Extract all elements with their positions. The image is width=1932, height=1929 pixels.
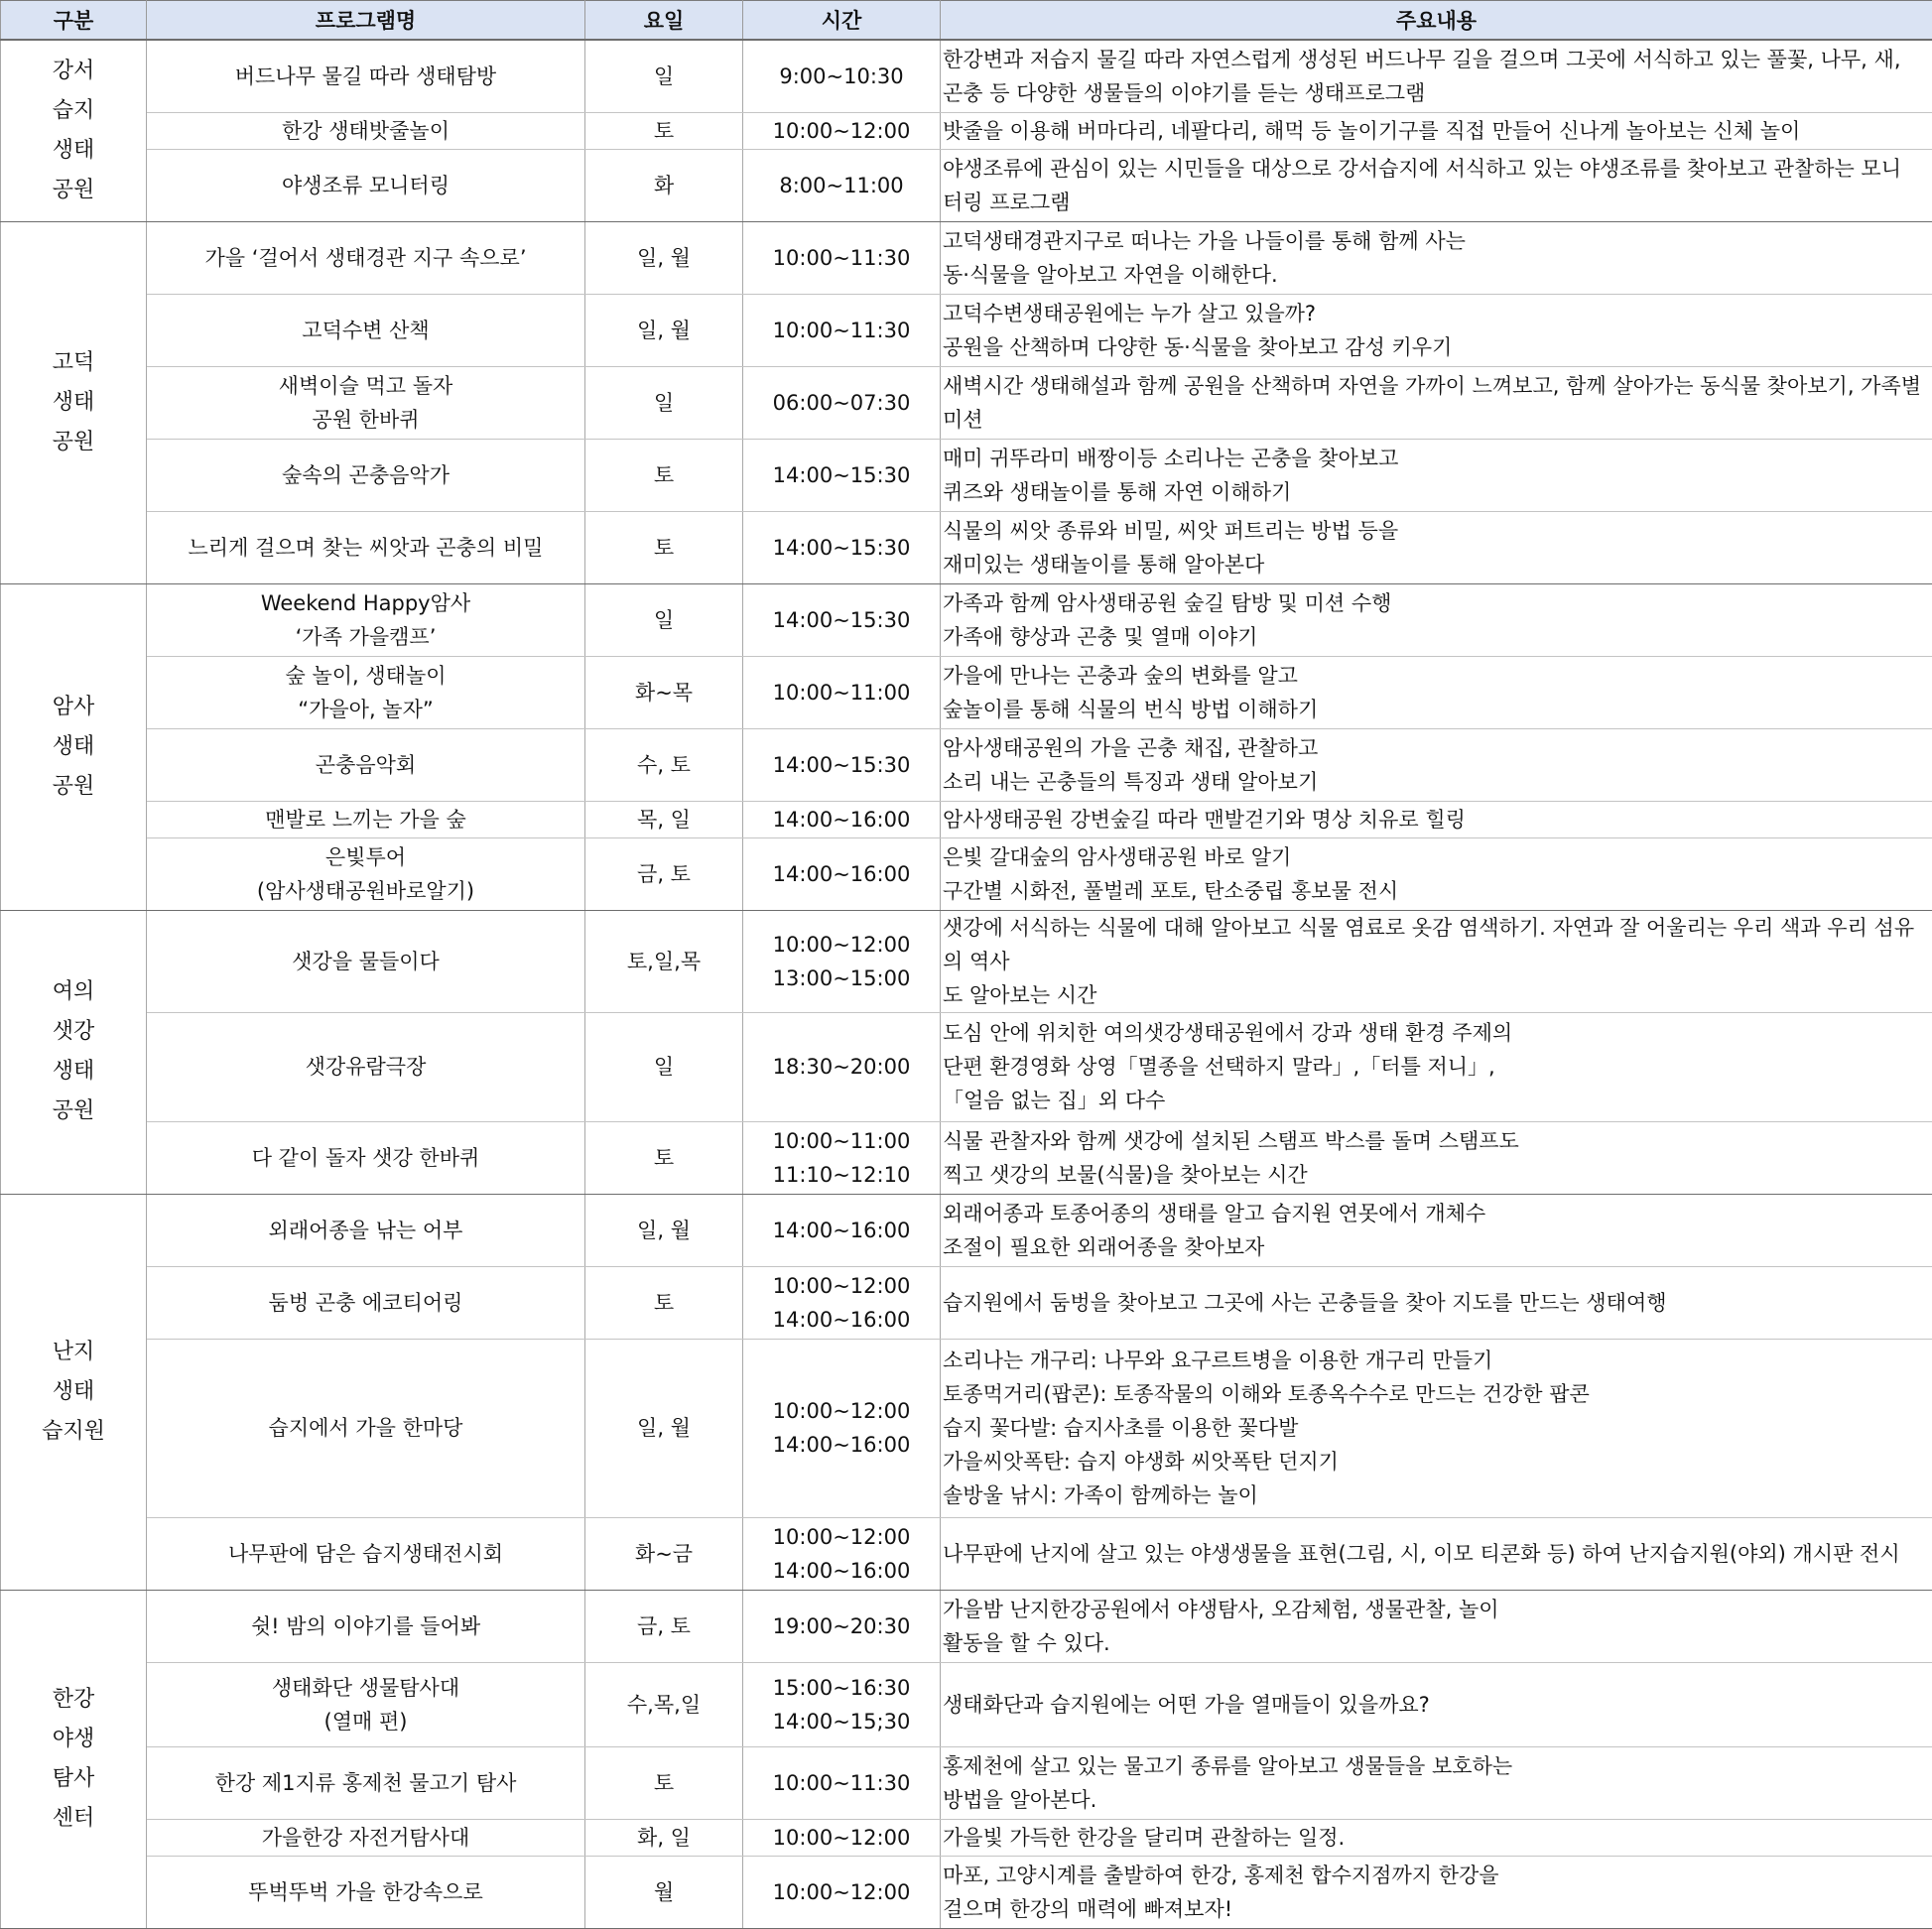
program-cell: 쉿! 밤의 이야기를 들어봐: [147, 1590, 585, 1662]
program-cell: 버드나무 물길 따라 생태탐방: [147, 40, 585, 112]
day-cell: 토: [585, 511, 743, 583]
day-cell: 일: [585, 1012, 743, 1121]
content-cell: 한강변과 저습지 물길 따라 자연스럽게 생성된 버드나무 길을 걸으며 그곳에 서식하고 있는 풀꽃, 나무, 새, 곤충 등 다양한 생물들의 이야기를 듣는 생태프로그램: [941, 40, 1932, 112]
program-cell: 고덕수변 산책: [147, 294, 585, 366]
category-cell: 암사 생태 공원: [1, 583, 147, 910]
content-cell: 도심 안에 위치한 여의샛강생태공원에서 강과 생태 환경 주제의 단편 환경영화 상영「멸종을 선택하지 말라」,「터틀 저니」, 「얼음 없는 집」외 다수: [941, 1012, 1932, 1121]
program-cell: 습지에서 가을 한마당: [147, 1339, 585, 1517]
time-cell: 06:00~07:30: [743, 366, 941, 439]
program-cell: 가을한강 자전거탐사대: [147, 1819, 585, 1856]
program-cell: 다 같이 돌자 샛강 한바퀴: [147, 1121, 585, 1194]
content-cell: 식물의 씨앗 종류와 비밀, 씨앗 퍼트리는 방법 등을 재미있는 생태놀이를 통해 알아본다: [941, 511, 1932, 583]
day-cell: 토: [585, 1746, 743, 1819]
day-cell: 일: [585, 40, 743, 112]
day-cell: 일, 월: [585, 221, 743, 294]
content-cell: 암사생태공원 강변숲길 따라 맨발걷기와 명상 치유로 힐링: [941, 801, 1932, 837]
table-row: [1, 1662, 1932, 1746]
table-row: [1, 149, 1932, 221]
table-row: [1, 583, 1932, 656]
day-cell: 토: [585, 439, 743, 511]
table-row: [1, 1856, 1932, 1928]
header-row: [1, 1, 1932, 41]
program-cell: 한강 생태밧줄놀이: [147, 112, 585, 149]
time-cell: 14:00~15:30: [743, 439, 941, 511]
content-cell: 야생조류에 관심이 있는 시민들을 대상으로 강서습지에 서식하고 있는 야생조류를 찾아보고 관찰하는 모니 터링 프로그램: [941, 149, 1932, 221]
content-cell: 홍제천에 살고 있는 물고기 종류를 알아보고 생물들을 보호하는 방법을 알아본다.: [941, 1746, 1932, 1819]
content-cell: 고덕생태경관지구로 떠나는 가을 나들이를 통해 함께 사는 동·식물을 알아보고 자연을 이해한다.: [941, 221, 1932, 294]
time-cell: 10:00~12:00 14:00~16:00: [743, 1517, 941, 1590]
day-cell: 수,목,일: [585, 1662, 743, 1746]
time-cell: 10:00~12:00 13:00~15:00: [743, 910, 941, 1012]
table-row: [1, 728, 1932, 801]
content-cell: 은빛 갈대숲의 암사생태공원 바로 알기 구간별 시화전, 풀벌레 포토, 탄소중립 홍보물 전시: [941, 837, 1932, 910]
day-cell: 일: [585, 366, 743, 439]
content-cell: 새벽시간 생태해설과 함께 공원을 산책하며 자연을 가까이 느껴보고, 함께 살아가는 동식물 찾아보기, 가족별 미션: [941, 366, 1932, 439]
day-cell: 금, 토: [585, 1590, 743, 1662]
day-cell: 목, 일: [585, 801, 743, 837]
time-cell: 10:00~12:00 14:00~16:00: [743, 1339, 941, 1517]
day-cell: 화~금: [585, 1517, 743, 1590]
table-row: [1, 1746, 1932, 1819]
header-day: 요일: [585, 1, 743, 41]
table-row: [1, 801, 1932, 837]
content-cell: 외래어종과 토종어종의 생태를 알고 습지원 연못에서 개체수 조절이 필요한 외래어종을 찾아보자: [941, 1194, 1932, 1266]
content-cell: 밧줄을 이용해 버마다리, 네팔다리, 해먹 등 놀이기구를 직접 만들어 신나게 놀아보는 신체 놀이: [941, 112, 1932, 149]
time-cell: 15:00~16:30 14:00~15;30: [743, 1662, 941, 1746]
category-cell: 난지 생태 습지원: [1, 1194, 147, 1590]
content-cell: 매미 귀뚜라미 배짱이등 소리나는 곤충을 찾아보고 퀴즈와 생태놀이를 통해 자연 이해하기: [941, 439, 1932, 511]
day-cell: 토,일,목: [585, 910, 743, 1012]
content-cell: 고덕수변생태공원에는 누가 살고 있을까? 공원을 산책하며 다양한 동·식물을 찾아보고 감성 키우기: [941, 294, 1932, 366]
content-cell: 가을빛 가득한 한강을 달리며 관찰하는 일정.: [941, 1819, 1932, 1856]
time-cell: 14:00~15:30: [743, 583, 941, 656]
program-cell: 생태화단 생물탐사대 (열매 편): [147, 1662, 585, 1746]
content-cell: 가족과 함께 암사생태공원 숲길 탐방 및 미션 수행 가족애 향상과 곤충 및 열매 이야기: [941, 583, 1932, 656]
table-row: [1, 511, 1932, 583]
table-row: [1, 1266, 1932, 1339]
table-row: [1, 1517, 1932, 1590]
time-cell: 14:00~16:00: [743, 1194, 941, 1266]
content-cell: 샛강에 서식하는 식물에 대해 알아보고 식물 염료로 옷감 염색하기. 자연과 잘 어울리는 우리 색과 우리 섬유의 역사 도 알아보는 시간: [941, 910, 1932, 1012]
time-cell: 10:00~11:00: [743, 656, 941, 728]
day-cell: 토: [585, 1266, 743, 1339]
table-row: [1, 221, 1932, 294]
time-cell: 10:00~12:00 14:00~16:00: [743, 1266, 941, 1339]
category-cell: 여의 샛강 생태 공원: [1, 910, 147, 1194]
time-cell: 10:00~11:30: [743, 221, 941, 294]
content-cell: 식물 관찰자와 함께 샛강에 설치된 스탬프 박스를 돌며 스탬프도 찍고 샛강의 보물(식물)을 찾아보는 시간: [941, 1121, 1932, 1194]
program-cell: 곤충음악회: [147, 728, 585, 801]
content-cell: 생태화단과 습지원에는 어떤 가을 열매들이 있을까요?: [941, 1662, 1932, 1746]
day-cell: 수, 토: [585, 728, 743, 801]
table-row: [1, 366, 1932, 439]
time-cell: 10:00~11:30: [743, 294, 941, 366]
content-cell: 습지원에서 둠벙을 찾아보고 그곳에 사는 곤충들을 찾아 지도를 만드는 생태여행: [941, 1266, 1932, 1339]
program-cell: 느리게 걸으며 찾는 씨앗과 곤충의 비밀: [147, 511, 585, 583]
table-row: [1, 1121, 1932, 1194]
header-category: 구분: [1, 1, 147, 41]
time-cell: 14:00~16:00: [743, 801, 941, 837]
day-cell: 화, 일: [585, 1819, 743, 1856]
table-row: [1, 294, 1932, 366]
content-cell: 암사생태공원의 가을 곤충 채집, 관찰하고 소리 내는 곤충들의 특징과 생태 알아보기: [941, 728, 1932, 801]
content-cell: 소리나는 개구리: 나무와 요구르트병을 이용한 개구리 만들기 토종먹거리(팝콘): 토종작물의 이해와 토종옥수수로 만드는 건강한 팝콘 습지 꽃다발: 습지사초를 이용한 꽃다발 가을씨앗폭탄: 습지 야생화 씨앗폭탄 던지기 솔방울 낚시: 가족이 함께하는 놀이: [941, 1339, 1932, 1517]
time-cell: 14:00~15:30: [743, 511, 941, 583]
time-cell: 14:00~16:00: [743, 837, 941, 910]
day-cell: 일, 월: [585, 1194, 743, 1266]
day-cell: 토: [585, 112, 743, 149]
category-cell: 강서 습지 생태 공원: [1, 40, 147, 221]
header-content: 주요내용: [941, 1, 1932, 41]
program-cell: 나무판에 담은 습지생태전시회: [147, 1517, 585, 1590]
program-cell: 새벽이슬 먹고 돌자 공원 한바퀴: [147, 366, 585, 439]
time-cell: 10:00~12:00: [743, 1819, 941, 1856]
table-row: [1, 1590, 1932, 1662]
table-body: [1, 40, 1932, 1928]
content-cell: 가을밤 난지한강공원에서 야생탐사, 오감체험, 생물관찰, 놀이 활동을 할 수 있다.: [941, 1590, 1932, 1662]
program-cell: 맨발로 느끼는 가을 숲: [147, 801, 585, 837]
content-cell: 나무판에 난지에 살고 있는 야생생물을 표현(그림, 시, 이모 티콘화 등) 하여 난지습지원(야외) 개시판 전시: [941, 1517, 1932, 1590]
program-cell: 외래어종을 낚는 어부: [147, 1194, 585, 1266]
content-cell: 마포, 고양시계를 출발하여 한강, 홍제천 합수지점까지 한강을 걸으며 한강의 매력에 빠져보자!: [941, 1856, 1932, 1928]
time-cell: 18:30~20:00: [743, 1012, 941, 1121]
day-cell: 금, 토: [585, 837, 743, 910]
table-row: [1, 1339, 1932, 1517]
table-row: [1, 40, 1932, 112]
program-cell: 가을 ‘걸어서 생태경관 지구 속으로’: [147, 221, 585, 294]
table-row: [1, 837, 1932, 910]
program-cell: 은빛투어 (암사생태공원바로알기): [147, 837, 585, 910]
table-row: [1, 1194, 1932, 1266]
day-cell: 토: [585, 1121, 743, 1194]
table-row: [1, 1012, 1932, 1121]
program-cell: 숲속의 곤충음악가: [147, 439, 585, 511]
program-cell: 샛강유람극장: [147, 1012, 585, 1121]
table-row: [1, 910, 1932, 1012]
content-cell: 가을에 만나는 곤충과 숲의 변화를 알고 숲놀이를 통해 식물의 번식 방법 이해하기: [941, 656, 1932, 728]
table-row: [1, 439, 1932, 511]
program-cell: 야생조류 모니터링: [147, 149, 585, 221]
time-cell: 9:00~10:30: [743, 40, 941, 112]
program-cell: 숲 놀이, 생태놀이 “가을아, 놀자”: [147, 656, 585, 728]
program-cell: 둠벙 곤충 에코티어링: [147, 1266, 585, 1339]
program-cell: 샛강을 물들이다: [147, 910, 585, 1012]
table-row: [1, 1819, 1932, 1856]
program-cell: 한강 제1지류 홍제천 물고기 탐사: [147, 1746, 585, 1819]
category-cell: 고덕 생태 공원: [1, 221, 147, 583]
category-cell: 한강 야생 탐사 센터: [1, 1590, 147, 1928]
day-cell: 일, 월: [585, 294, 743, 366]
day-cell: 화: [585, 149, 743, 221]
table-row: [1, 656, 1932, 728]
time-cell: 14:00~15:30: [743, 728, 941, 801]
time-cell: 10:00~11:00 11:10~12:10: [743, 1121, 941, 1194]
day-cell: 월: [585, 1856, 743, 1928]
time-cell: 10:00~11:30: [743, 1746, 941, 1819]
table-row: [1, 112, 1932, 149]
time-cell: 10:00~12:00: [743, 112, 941, 149]
day-cell: 화~목: [585, 656, 743, 728]
program-cell: Weekend Happy암사 ‘가족 가을캠프’: [147, 583, 585, 656]
header-program: 프로그램명: [147, 1, 585, 41]
header-time: 시간: [743, 1, 941, 41]
time-cell: 10:00~12:00: [743, 1856, 941, 1928]
program-cell: 뚜벅뚜벅 가을 한강속으로: [147, 1856, 585, 1928]
day-cell: 일, 월: [585, 1339, 743, 1517]
time-cell: 19:00~20:30: [743, 1590, 941, 1662]
day-cell: 일: [585, 583, 743, 656]
time-cell: 8:00~11:00: [743, 149, 941, 221]
